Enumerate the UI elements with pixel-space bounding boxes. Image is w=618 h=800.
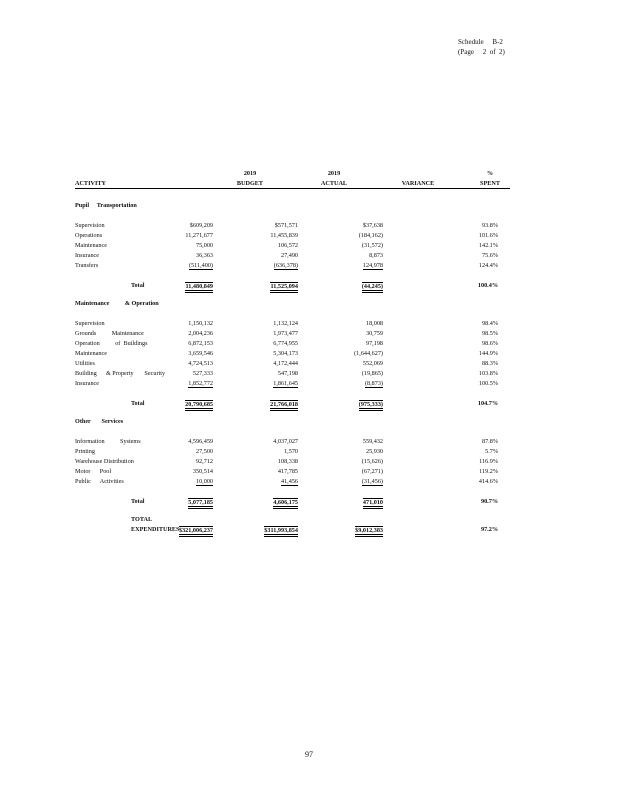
grand-total-percent: 97.2%: [480, 526, 498, 533]
row-label: Maintenance: [75, 350, 107, 357]
budget-value: 75,000: [195, 242, 213, 249]
budget-value: 4,596,459: [188, 438, 213, 445]
table-row: [75, 438, 510, 448]
header-year-row: [75, 170, 510, 180]
grand-total-label: TOTAL: [131, 516, 153, 523]
budget-value: 4,724,513: [188, 360, 213, 367]
total-label: Total: [131, 282, 145, 289]
page-number: 97: [305, 750, 313, 759]
actual-value: 417,785: [277, 468, 298, 475]
row-label: Insurance: [75, 380, 100, 387]
total-row: [75, 498, 510, 508]
budget-value: 2,004,236: [188, 330, 213, 337]
actual-year-header: 2019: [327, 170, 341, 177]
row-label: Utilities: [75, 360, 95, 367]
row-label: Information Systems: [75, 438, 141, 445]
total-budget: 5,077,185: [188, 498, 213, 509]
actual-value: 6,774,955: [273, 340, 298, 347]
actual-value: 4,172,444: [273, 360, 298, 367]
actual-value: 1,132,124: [273, 320, 298, 327]
percent-value: 75.6%: [482, 252, 498, 259]
variance-value: (1,644,627): [354, 350, 383, 357]
section-spacer: [75, 310, 510, 320]
actual-value: 27,490: [280, 252, 298, 259]
percent-value: 144.9%: [478, 350, 498, 357]
percent-value: 100.5%: [478, 380, 498, 387]
variance-value: (184,162): [358, 232, 383, 239]
actual-value: 5,304,173: [273, 350, 298, 357]
schedule-page-label: (Page 2 of 2): [458, 48, 505, 56]
row-label: Operations: [75, 232, 103, 239]
percent-header: %: [486, 170, 494, 177]
budget-value: 3,659,546: [188, 350, 213, 357]
spent-header: SPENT: [480, 180, 500, 187]
actual-value: 1,570: [284, 448, 298, 455]
variance-value: 559,432: [362, 438, 383, 445]
grand-total-budget: $321,006,237: [179, 526, 213, 537]
section-title-label: Maintenance & Operation: [75, 300, 159, 307]
table-row: [75, 448, 510, 458]
total-variance: (975,333): [359, 400, 383, 411]
actual-value: (636,378): [273, 262, 298, 269]
row-label: Grounds Maintenance: [75, 330, 144, 337]
row-label: Insurance: [75, 252, 100, 259]
section-title-label: Pupil Transportation: [75, 202, 137, 209]
expenditure-table: [75, 170, 510, 536]
variance-value: 18,008: [365, 320, 383, 327]
total-actual: 4,606,175: [273, 498, 298, 509]
budget-value: 527,333: [192, 370, 213, 377]
budget-value: 1,150,132: [188, 320, 213, 327]
row-label: Operation of Buildings: [75, 340, 148, 347]
percent-value: 119.2%: [479, 468, 498, 475]
total-percent: 100.4%: [477, 282, 498, 289]
actual-value: 11,455,839: [270, 232, 298, 239]
actual-value: 547,198: [277, 370, 298, 377]
row-label: Printing: [75, 448, 95, 455]
budget-value: (511,400): [188, 262, 213, 269]
budget-value: 27,500: [195, 448, 213, 455]
table-row: [75, 340, 510, 350]
percent-value: 5.7%: [485, 448, 498, 455]
variance-value: 97,198: [365, 340, 383, 347]
budget-value: 11,271,677: [185, 232, 213, 239]
actual-value: 1,973,477: [273, 330, 298, 337]
schedule-header: [440, 37, 530, 57]
table-row: [75, 252, 510, 262]
total-percent: 90.7%: [480, 498, 498, 505]
percent-value: 87.8%: [482, 438, 498, 445]
table-row: [75, 320, 510, 330]
total-percent: 104.7%: [477, 400, 498, 407]
row-label: Maintenance: [75, 242, 107, 249]
percent-value: 142.1%: [478, 242, 498, 249]
percent-value: 414.6%: [478, 478, 498, 485]
percent-value: 98.5%: [482, 330, 498, 337]
variance-value: (67,271): [361, 468, 383, 475]
grand-total-variance: $9,012,383: [355, 526, 383, 537]
percent-value: 88.3%: [482, 360, 498, 367]
row-label: Supervision: [75, 222, 105, 229]
budget-value: 350,514: [192, 468, 213, 475]
budget-value: 1,852,772: [188, 380, 213, 387]
table-row: [75, 232, 510, 242]
variance-value: 30,759: [365, 330, 383, 337]
grand-total-values: [75, 526, 510, 536]
budget-value: 92,712: [195, 458, 213, 465]
table-row: [75, 468, 510, 478]
percent-value: 98.6%: [482, 340, 498, 347]
variance-value: (31,456): [361, 478, 383, 485]
header-rule: [75, 188, 510, 189]
variance-value: $37,638: [362, 222, 383, 229]
table-row: [75, 330, 510, 340]
section-spacer: [75, 212, 510, 222]
budget-value: 10,000: [195, 478, 213, 485]
total-budget: 11,480,849: [185, 282, 213, 293]
section-title: [75, 202, 510, 212]
table-row: [75, 222, 510, 232]
variance-value: 124,978: [362, 262, 383, 269]
variance-value: 25,930: [365, 448, 383, 455]
schedule-label: Schedule B-2: [458, 38, 503, 46]
table-row: [75, 458, 510, 468]
table-row: [75, 262, 510, 272]
actual-value: $571,571: [274, 222, 298, 229]
total-actual: 21,766,018: [270, 400, 298, 411]
activity-header: ACTIVITY: [75, 180, 106, 187]
table-row: [75, 370, 510, 380]
total-variance: 471,010: [363, 498, 383, 509]
variance-value: (31,572): [361, 242, 383, 249]
row-label: Transfers: [75, 262, 99, 269]
variance-header: VARIANCE: [401, 180, 435, 187]
budget-value: 36,363: [195, 252, 213, 259]
budget-value: $609,209: [189, 222, 213, 229]
row-label: Public Activities: [75, 478, 124, 485]
percent-value: 101.6%: [478, 232, 498, 239]
total-label: Total: [131, 400, 145, 407]
total-label: Total: [131, 498, 145, 505]
total-variance: (44,245): [362, 282, 383, 293]
total-actual: 11,525,094: [270, 282, 298, 293]
section-title-label: Other Services: [75, 418, 124, 425]
grand-total-actual: $311,993,854: [264, 526, 298, 537]
percent-value: 116.9%: [479, 458, 498, 465]
table-row: [75, 380, 510, 390]
budget-value: 6,872,153: [188, 340, 213, 347]
actual-value: 1,861,645: [273, 380, 298, 387]
variance-value: (8,873): [364, 380, 383, 387]
row-label: Supervision: [75, 320, 105, 327]
actual-value: 106,572: [277, 242, 298, 249]
table-body: [75, 202, 510, 536]
expenditures-label: EXPENDITURES: [131, 526, 180, 533]
actual-value: 4,037,027: [273, 438, 298, 445]
actual-header: ACTUAL: [320, 180, 348, 187]
actual-value: 108,338: [277, 458, 298, 465]
row-label: Motor Pool: [75, 468, 112, 475]
total-row: [75, 400, 510, 410]
budget-header: BUDGET: [236, 180, 264, 187]
section-title: [75, 418, 510, 428]
table-row: [75, 350, 510, 360]
percent-value: 124.4%: [478, 262, 498, 269]
section-spacer: [75, 428, 510, 438]
percent-value: 93.8%: [482, 222, 498, 229]
percent-value: 98.4%: [482, 320, 498, 327]
actual-value: 41,456: [280, 478, 298, 485]
grand-total-row: [75, 516, 510, 526]
table-row: [75, 242, 510, 252]
total-budget: 20,790,685: [185, 400, 213, 411]
row-label: Building & Property Security: [75, 370, 166, 377]
total-row: [75, 282, 510, 292]
percent-value: 103.8%: [478, 370, 498, 377]
row-label: Warehouse Distribution: [75, 458, 134, 465]
table-row: [75, 478, 510, 488]
variance-value: 552,069: [362, 360, 383, 367]
variance-value: (15,626): [361, 458, 383, 465]
variance-value: (19,865): [361, 370, 383, 377]
table-row: [75, 360, 510, 370]
variance-value: 8,873: [369, 252, 383, 259]
section-title: [75, 300, 510, 310]
budget-year-header: 2019: [243, 170, 257, 177]
